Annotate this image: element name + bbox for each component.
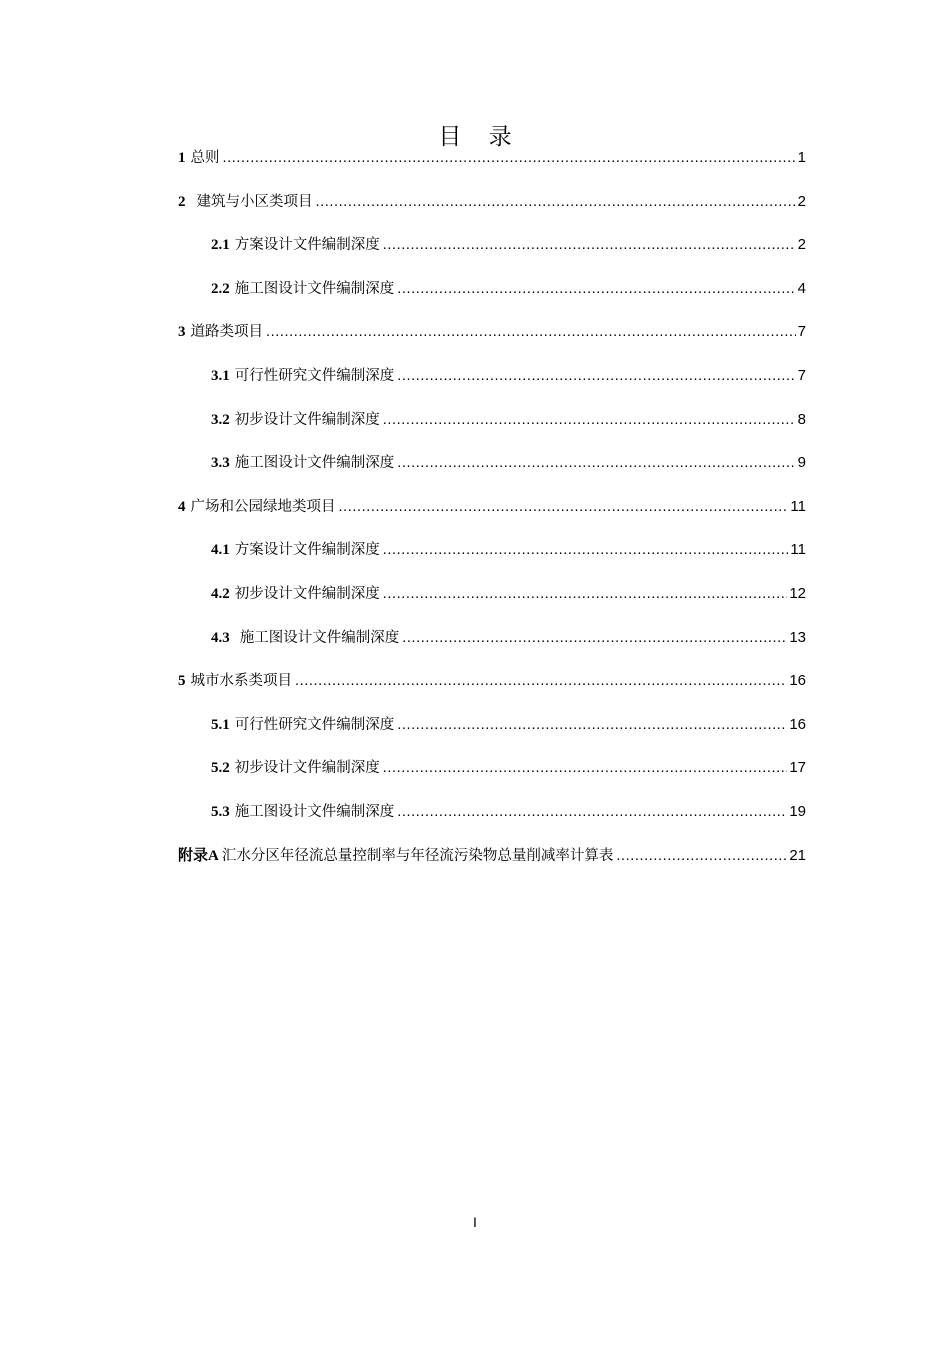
toc-entry-page: 2 <box>797 192 806 210</box>
toc-entry-label <box>178 190 313 214</box>
toc-entry[interactable] <box>178 844 806 868</box>
toc-entry-label <box>178 669 292 693</box>
toc-entry-label <box>211 800 394 824</box>
toc-dot-leader <box>316 190 796 214</box>
toc-entry-title: 施工图设计文件编制深度 <box>239 629 400 646</box>
page-number: I <box>473 1214 477 1230</box>
toc-entry-label <box>178 320 263 344</box>
toc-entry-title: 城市水系类项目 <box>190 673 292 690</box>
toc-entry[interactable] <box>178 669 806 693</box>
toc-entry-page: 21 <box>789 846 806 864</box>
toc-entry[interactable] <box>211 451 806 475</box>
toc-entry-number: 3.3 <box>211 455 230 472</box>
toc-dot-leader <box>383 233 796 257</box>
toc-entry-title: 施工图设计文件编制深度 <box>234 804 395 820</box>
toc-entry-title: 可行性研究文件编制深度 <box>234 368 395 384</box>
toc-entry-title: 道路类项目 <box>190 324 263 341</box>
toc-entry-page: 8 <box>797 410 806 428</box>
toc-entry-title: 初步设计文件编制深度 <box>234 760 380 777</box>
toc-dot-leader <box>383 408 796 432</box>
toc-entry-label <box>178 495 336 519</box>
toc-dot-leader <box>397 800 787 824</box>
toc-entry-page: 11 <box>790 497 806 515</box>
toc-entry-title: 广场和公园绿地类项目 <box>190 498 336 515</box>
toc-dot-leader <box>397 451 795 475</box>
toc-entry-label <box>211 538 380 562</box>
toc-dot-leader <box>616 844 787 868</box>
toc-dot-leader <box>266 320 796 344</box>
toc-entry-page: 16 <box>789 672 806 690</box>
toc-entry-label <box>211 582 380 606</box>
toc-entry[interactable] <box>178 495 806 519</box>
toc-entry-number: 4.2 <box>211 586 230 602</box>
toc-dot-leader <box>383 756 788 780</box>
toc-entry-title: 建筑与小区类项目 <box>196 193 313 210</box>
toc-entry-title: 施工图设计文件编制深度 <box>234 280 395 297</box>
page-title: 目 录 <box>438 124 522 150</box>
toc-entry-label <box>211 277 394 301</box>
toc-dot-leader <box>295 669 787 693</box>
toc-entry-number: 1 <box>178 150 186 166</box>
toc-entry-number: 3 <box>178 324 186 341</box>
toc-entry-title: 汇水分区年径流总量控制率与年径流污染物总量削减率计算表 <box>221 847 614 864</box>
toc-entry-number: 2 <box>178 193 186 210</box>
toc-entry-page: 7 <box>797 323 806 341</box>
toc-entry-page: 9 <box>797 454 806 472</box>
toc-entry-page: 2 <box>797 236 806 254</box>
toc-entry-title: 可行性研究文件编制深度 <box>234 716 395 733</box>
toc-dot-leader <box>383 538 789 562</box>
toc-entry[interactable] <box>178 320 806 344</box>
toc-entry-page: 1 <box>797 149 806 166</box>
toc-entry[interactable] <box>211 626 806 650</box>
toc-entry[interactable] <box>211 713 806 737</box>
toc-entry-number: 4.1 <box>211 542 230 559</box>
toc-entry-page: 19 <box>789 803 806 820</box>
toc-entry-page: 7 <box>797 367 806 384</box>
toc-dot-leader <box>397 713 787 737</box>
toc-entry-number: 附录A <box>178 847 219 864</box>
toc-entry[interactable] <box>211 408 806 432</box>
toc-entry[interactable] <box>211 756 806 780</box>
toc-entry-number: 5.1 <box>211 716 230 733</box>
toc-entry[interactable] <box>211 800 806 824</box>
toc-dot-leader <box>383 582 788 606</box>
toc-entry[interactable] <box>211 277 806 301</box>
toc-entry-number: 2.1 <box>211 237 230 254</box>
toc-entry-title: 总则 <box>190 150 220 166</box>
toc-entry-page: 4 <box>797 279 806 297</box>
toc-entry-label <box>211 451 394 475</box>
toc-entry[interactable] <box>178 190 806 214</box>
toc-entry-number: 4.3 <box>211 629 230 646</box>
toc-entry-number: 5.2 <box>211 760 230 777</box>
toc-entry-title: 初步设计文件编制深度 <box>234 586 380 602</box>
toc-entry-label <box>178 146 220 170</box>
toc-entry-page: 16 <box>789 715 806 733</box>
toc-dot-leader <box>223 146 796 170</box>
toc-entry-number: 3.1 <box>211 368 230 384</box>
toc-entry-label <box>211 233 380 257</box>
toc-entry[interactable] <box>211 233 806 257</box>
toc-entry-page: 17 <box>789 759 806 777</box>
toc-entry-label <box>211 626 399 650</box>
toc-dot-leader <box>402 626 787 650</box>
toc-entry-number: 2.2 <box>211 280 230 297</box>
toc-entry[interactable] <box>211 364 806 388</box>
toc-entry[interactable] <box>211 582 806 606</box>
toc-entry[interactable] <box>178 146 806 170</box>
toc-entry-label <box>211 713 394 737</box>
toc-entry-number: 4 <box>178 498 186 515</box>
toc-entry-title: 初步设计文件编制深度 <box>234 411 380 428</box>
toc-dot-leader <box>339 495 789 519</box>
toc-dot-leader <box>397 277 795 301</box>
toc-entry-number: 5 <box>178 673 186 690</box>
toc-entry-title: 方案设计文件编制深度 <box>234 542 380 559</box>
toc-entry-label <box>211 756 380 780</box>
toc-dot-leader <box>397 364 795 388</box>
toc-entry-label <box>211 364 394 388</box>
toc-entry-title: 方案设计文件编制深度 <box>234 237 380 254</box>
toc-entry-number: 3.2 <box>211 411 230 428</box>
toc-entry-label <box>178 844 613 868</box>
toc-entry-page: 12 <box>789 585 806 602</box>
toc-entry-number: 5.3 <box>211 804 230 820</box>
toc-entry-label <box>211 408 380 432</box>
toc-entry-page: 11 <box>790 541 806 559</box>
toc-entry-page: 13 <box>789 628 806 646</box>
toc-entry[interactable] <box>211 538 806 562</box>
toc-entry-title: 施工图设计文件编制深度 <box>234 455 395 472</box>
